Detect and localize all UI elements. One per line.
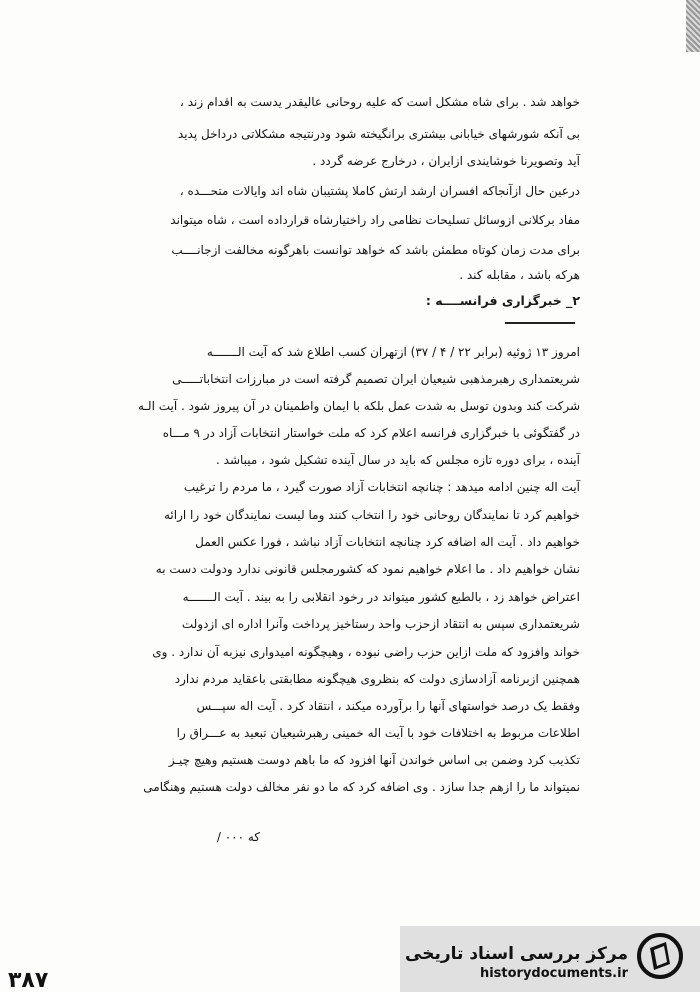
document-line: وفقط یک درصد خواستهای آنها را برآورده میکند ، انتقاد کرد . آیت اله سپـــس xyxy=(196,699,580,713)
document-line: امروز ۱۳ ژوئیه (برابر ۲۲ / ۴ / ۳۷) ازتهران کسب اطلاع شد که آیت الـــــــه xyxy=(206,345,580,359)
document-line: آیت اله چنین ادامه میدهد : چنانچه انتخابات آزاد صورت گیرد ، ما مردم را ترغیب xyxy=(183,480,580,494)
document-line: در گفتگوئی با خبرگزاری فرانسه اعلام کرد که ملت خواستار انتخابات آزاد در ۹ مـــاه xyxy=(162,426,580,440)
document-line: خواند وافزود که ملت ازاین حزب راضی نبوده ، وهیچگونه امیدواری نیزبه آن ندارد . وی xyxy=(152,645,580,659)
section-heading: ۲_ خبرگزاری فرانســــه : xyxy=(425,293,580,308)
document-line: نمیتواند ما را ازهم جدا سازد . وی اضافه کرد که ما دو نفر مخالف دولت هستیم وهنگامی xyxy=(143,780,580,794)
document-line: خواهد شد . برای شاه مشکل است که علیه روحانی عالیقدر یدست به اقدام زند ، xyxy=(180,95,580,109)
document-line: اطلاعات مربوط به اختلافات خود با آیت اله خمینی رهبرشیعیان تبعید به عـــراق را xyxy=(176,726,580,740)
document-line: هرکه باشد ، مقابله کند . xyxy=(459,268,580,282)
archive-url: historydocuments.ir xyxy=(479,966,628,981)
document-line: آید وتصویرنا خوشایندی ازایران ، درخارج عرضه گردد . xyxy=(312,154,580,168)
document-line: برای مدت زمان کوتاه مطمئن باشد که خواهد توانست باهرگونه مخالفت ازجانــــب xyxy=(171,243,580,257)
document-line: درعین حال ازآنجاکه افسران ارشد ارتش کاملا پشتیبان شاه اند وایالات متحـــده ، xyxy=(179,184,580,198)
continuation-marker: که ۰۰۰ / xyxy=(216,830,260,844)
document-line: شرکت کند وبدون توسل به شدت عمل بلکه با ایمان واطمینان در آن پیروز شود . آیت الـه xyxy=(137,399,580,413)
document-line: اعتراض خواهد زد ، بالطبع کشور میتواند در رخود انقلابی را به بیند . آیت الـــــــه xyxy=(182,590,580,604)
document-line: مفاد برکلانی ازوسائل تسلیحات نظامی راد راختیارشاه قرارداده است ، شاه میتواند xyxy=(170,213,580,227)
document-line: شریعتمداری سپس به انتقاد ازحزب واحد رستاخیز پرداخت وآنرا اداره ای ازدولت xyxy=(181,617,580,631)
document-line: آینده ، برای دوره تازه مجلس که باید در سال آینده تشکیل شود ، میباشد . xyxy=(216,453,580,467)
document-line: همچنین ازبرنامه آزادسازی دولت که بنظروی هیچگونه مطابقتی باعقاید مردم ندارد xyxy=(174,672,580,686)
document-line: خواهیم داد . آیت اله اضافه کرد چنانچه انتخابات آزاد نباشد ، فورا عکس العمل xyxy=(195,535,580,549)
document-line: شریعتمداری رهبرمذهبی شیعیان ایران تصمیم گرفته است در مبارزات انتخاباتـــــی xyxy=(172,372,580,386)
document-line: نشان خواهیم داد . ما اعلام خواهیم نمود که کشورمجلس قانونی ندارد ودولت دست به xyxy=(155,562,580,576)
document-line: تکذیب کرد وضمن بی اساس خواندن آنها افزود که ما باهم دوست هستیم وهیچ چیـز xyxy=(168,753,580,767)
archive-name: مرکز بررسی اسناد تاریخی xyxy=(405,944,628,964)
archive-logo-icon xyxy=(636,932,684,980)
heading-underline xyxy=(505,322,575,324)
document-line: خواهیم کرد تا نمایندگان روحانی خود را انتخاب کنند وما لیست نمایندگان خود را ارائه xyxy=(163,508,580,522)
scan-corner-mark xyxy=(686,0,700,52)
document-line: بی آنکه شورشهای خیابانی بیشتری برانگیخته شود ودرنتیجه مشکلاتی درداخل پدید xyxy=(177,127,580,141)
page-number: ۳۸۷ xyxy=(8,968,49,993)
